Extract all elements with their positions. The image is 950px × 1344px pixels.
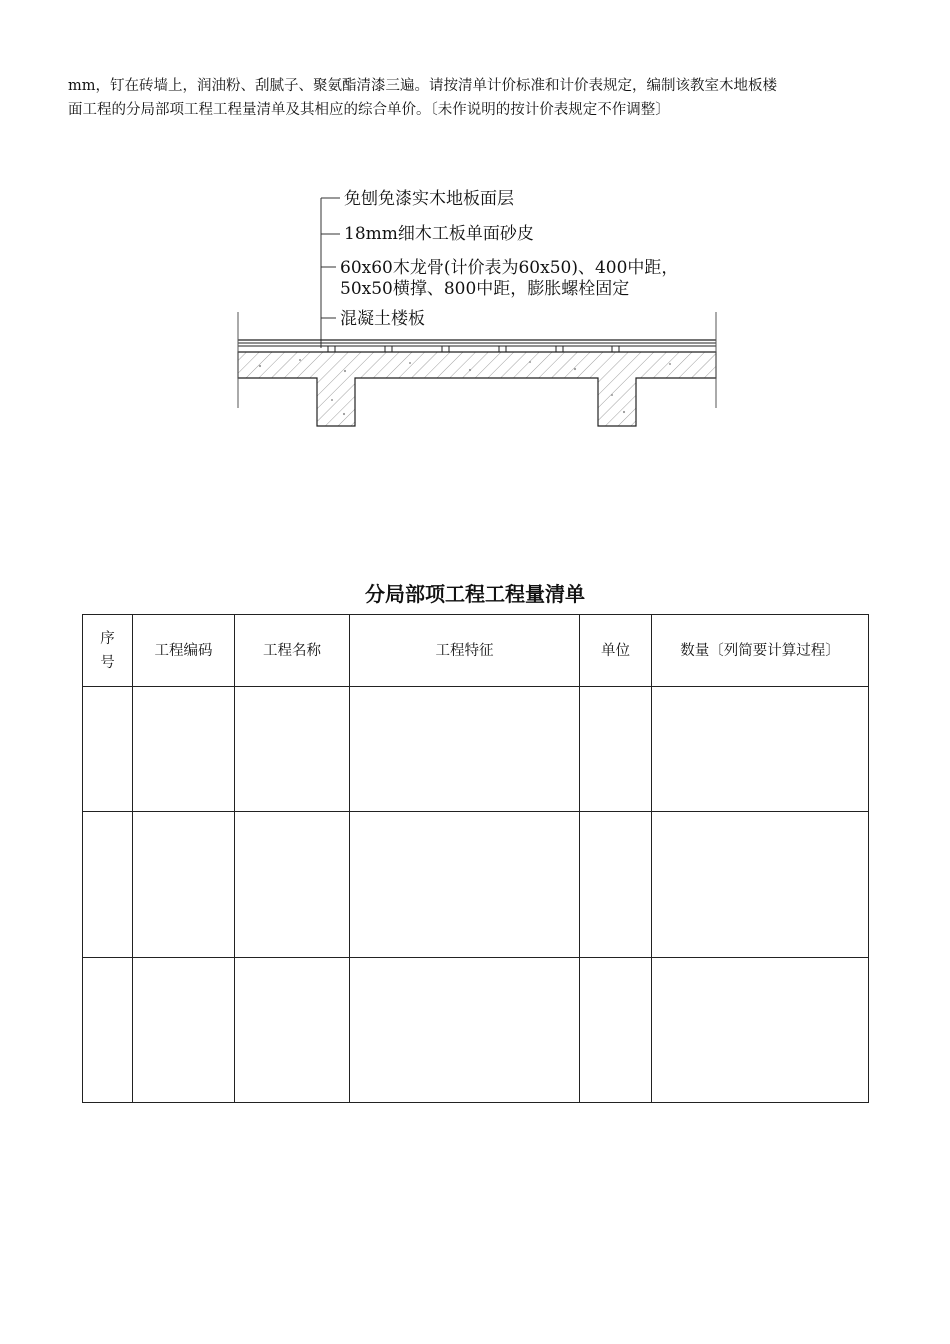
header-name: 工程名称 — [235, 615, 350, 687]
table-cell[interactable] — [235, 812, 350, 958]
label-joist-line-2: 50x50横撑、800中距，膨胀螺栓固定 — [340, 279, 630, 299]
label-joist-line-1: 60x60木龙骨(计价表为60x50)、400中距， — [340, 258, 679, 278]
table-cell[interactable] — [83, 687, 133, 812]
table-cell[interactable] — [83, 812, 133, 958]
table-cell[interactable] — [580, 812, 652, 958]
table-cell[interactable] — [350, 687, 580, 812]
quantity-list-table — [82, 614, 869, 1103]
table-cell[interactable] — [652, 958, 869, 1103]
table-cell[interactable] — [652, 812, 869, 958]
table-title: 分局部项工程工程量清单 — [365, 582, 585, 606]
header-quantity: 数量〔列简要计算过程〕 — [652, 615, 869, 687]
table-cell[interactable] — [133, 687, 235, 812]
problem-text-line-2: 面工程的分局部项工程工程量清单及其相应的综合单价。〔未作说明的按计价表规定不作调整〕 — [68, 102, 670, 118]
wood-joists — [328, 346, 619, 352]
table-header-row — [83, 615, 869, 687]
table-cell[interactable] — [652, 687, 869, 812]
header-features: 工程特征 — [350, 615, 580, 687]
header-index: 序 号 — [83, 615, 133, 687]
table-cell[interactable] — [350, 812, 580, 958]
label-plywood: 18mm细木工板单面砂皮 — [344, 224, 534, 244]
table-row — [83, 812, 869, 958]
table-row — [83, 687, 869, 812]
label-concrete-slab: 混凝土楼板 — [340, 309, 425, 329]
table-cell[interactable] — [133, 958, 235, 1103]
table-row — [83, 958, 869, 1103]
table-cell[interactable] — [83, 958, 133, 1103]
table-cell[interactable] — [580, 687, 652, 812]
table-cell[interactable] — [235, 958, 350, 1103]
floor-section-diagram — [0, 0, 950, 460]
table-cell[interactable] — [133, 812, 235, 958]
table-cell[interactable] — [350, 958, 580, 1103]
problem-text-line-1: mm，钉在砖墙上，润油粉、刮腻子、聚氨酯清漆三遍。请按清单计价标准和计价表规定，编制该教室木地板楼 — [68, 78, 777, 94]
concrete-slab — [238, 352, 716, 426]
label-floor-surface: 免刨免漆实木地板面层 — [344, 189, 514, 209]
header-unit: 单位 — [580, 615, 652, 687]
table-cell[interactable] — [235, 687, 350, 812]
table-cell[interactable] — [580, 958, 652, 1103]
header-code: 工程编码 — [133, 615, 235, 687]
